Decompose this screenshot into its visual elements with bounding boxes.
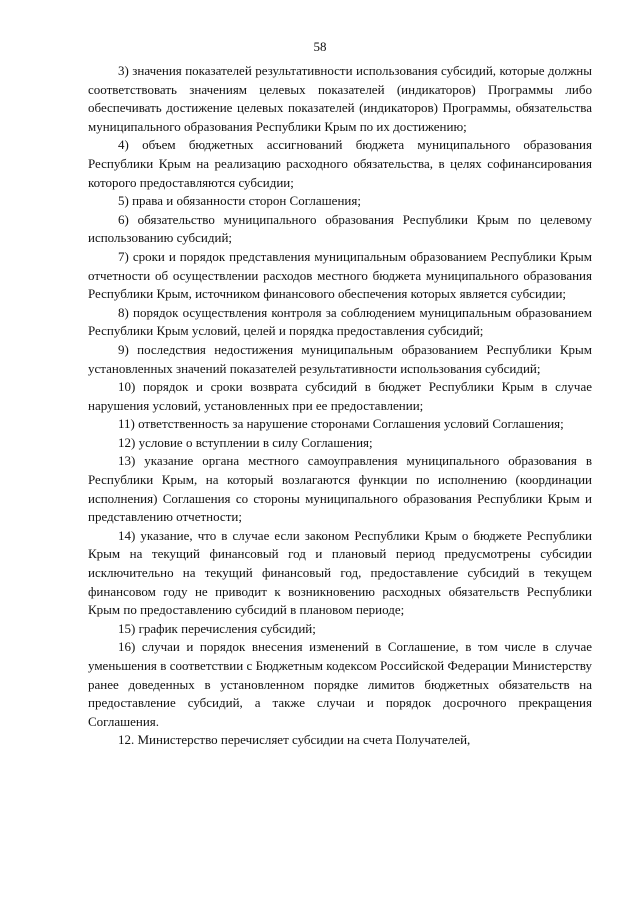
- list-item: 6) обязательство муниципального образования Республики Крым по целевому использованию субсидий;: [88, 211, 592, 246]
- list-item: 13) указание органа местного самоуправления муниципального образования в Республики Крым, на который возлагаются функции по исполнению (координации исполнения) Соглашения со стороны муниципального образования Республики Крым и представлению отчетности;: [88, 453, 592, 525]
- list-item: 8) порядок осуществления контроля за соблюдением муниципальным образованием Республики Крым условий, целей и порядка предоставления субсидий;: [88, 304, 592, 339]
- list-item: 11) ответственность за нарушение сторонами Соглашения условий Соглашения;: [118, 416, 564, 432]
- document-body: [88, 62, 592, 750]
- page-number: 58: [313, 39, 327, 54]
- list-item: 16) случаи и порядок внесения изменений в Соглашение, в том числе в случае уменьшения в соответствии с Бюджетным кодексом Российской Федерации Министерству ранее доведенных в установленном порядке лимитов бюджетных обязательств на предоставление субсидий, а также случаи и порядок досрочного прекращения Соглашения.: [88, 639, 592, 729]
- list-item: 5) права и обязанности сторон Соглашения;: [118, 193, 361, 209]
- list-item: 12) условие о вступлении в силу Соглашения;: [118, 434, 373, 450]
- list-item: 7) сроки и порядок представления муниципальным образованием Республики Крым отчетности об осуществлении расходов местного бюджета муниципального образования Республики Крым, источником финансового обеспечения которых является субсидии;: [88, 248, 592, 302]
- list-item: 4) объем бюджетных ассигнований бюджета муниципального образования Республики Крым на реализацию расходного обязательства, в целях софинансирования которого предоставляются субсидии;: [88, 137, 592, 190]
- list-item: 9) последствия недостижения муниципальным образованием Республики Крым установленных значений показателей результативности использования субсидий;: [88, 341, 592, 376]
- list-item: 15) график перечисления субсидий;: [118, 620, 316, 636]
- list-item: 3) значения показателей результативности использования субсидий, которые должны соответствовать значениям целевых показателей (индикаторов) Программы либо обеспечивать достижение целевых показателей (индикаторов) Программы, обязательства муниципального образования Республики Крым по их достижению;: [88, 63, 592, 134]
- list-item: 14) указание, что в случае если законом Республики Крым о бюджете Республики Крым на текущий финансовый год и плановый период предусмотрены субсидии исключительно на текущий финансовый год, предоставление субсидий в текущем финансовом году не приводит к возникновению расходных обязательств Республики Крым по предоставлению субсидий в плановом периоде;: [88, 527, 592, 618]
- list-item: 10) порядок и сроки возврата субсидий в бюджет Республики Крым в случае нарушения условий, установленных при ее предоставлении;: [88, 379, 592, 413]
- section-paragraph: 12. Министерство перечисляет субсидии на счета Получателей,: [118, 732, 471, 748]
